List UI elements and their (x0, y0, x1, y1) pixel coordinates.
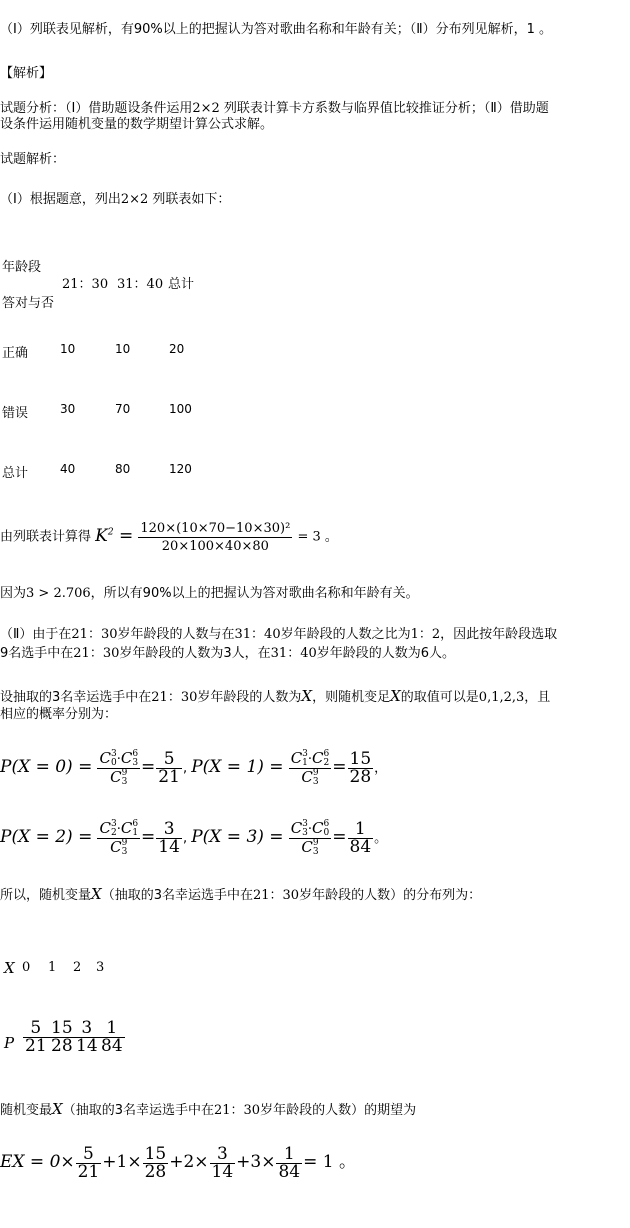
dist-x-value: 1 (48, 960, 57, 975)
row-label: 错误 (2, 406, 29, 421)
table-cell: 10 (115, 342, 131, 356)
dist-p-value: $\frac{5}{21}$ (25, 1018, 47, 1056)
dist-x-value: 2 (73, 960, 82, 975)
analysis-line-2: 设条件运用随机变量的数学期望计算公式求解。 (0, 117, 274, 132)
solution-heading: 试题解析： (0, 152, 66, 167)
analysis-line-1: 试题分析：（Ⅰ）借助题设条件运用2×2 列联表计算卡方系数与临界值比较推证分析；（Ⅱ）借助题 (0, 101, 549, 116)
col-header: 总计 (168, 277, 195, 292)
corner-top: 年龄段 (2, 260, 42, 275)
conclusion-1: 因为3 > 2.706，所以有90%以上的把握认为答对歌曲名称和年龄有关。 (0, 586, 419, 601)
table-cell: 20 (169, 342, 185, 356)
set-x-line-1: 设抽取的3名幸运选手中在21：30岁年龄段的人数为X，则随机变足X的取值可以是0,1,2,3，且 (0, 687, 551, 705)
table-cell: 80 (115, 462, 131, 476)
k2-fraction: $\frac{\text{120×(10×70−10×30)²}}{20\times 100\times 40\times 80}$ (140, 520, 291, 554)
distribution-intro: 所以，随机变量X（抽取的3名幸运选手中在21：30岁年龄段的人数）的分布列为： (0, 885, 482, 903)
answer-line: （Ⅰ）列联表见解析，有90%以上的把握认为答对歌曲名称和年龄有关；（Ⅱ）分布列见解析，1 。 (0, 22, 553, 37)
table-cell: 10 (60, 342, 76, 356)
prob-row-1: P(X = 0) = C3 0·C6 3 C9 3 = $\frac{5}{21}$ , P(X = 1) = C3 1·C6 2 C9 3 = $\frac{15}{28}$ ， (0, 749, 388, 787)
dist-x-label: X (4, 959, 15, 977)
table-cell: 120 (169, 462, 192, 476)
dist-p-value: $\frac{3}{14}$ (76, 1018, 98, 1056)
dist-p-value: $\frac{1}{84}$ (101, 1018, 123, 1056)
dist-p-value: $\frac{15}{28}$ (51, 1018, 73, 1056)
table-cell: 30 (60, 402, 76, 416)
part2-line-1: （Ⅱ）由于在21：30岁年龄段的人数与在31：40岁年龄段的人数之比为1：2，因此按年龄段选取 (0, 627, 558, 642)
set-x-line-2: 相应的概率分别为： (0, 707, 118, 722)
prob-row-2: P(X = 2) = C3 2·C6 1 C9 3 = $\frac{3}{14}$ , P(X = 3) = C3 3·C6 0 C9 3 = $\frac{1}{84}$ 。 (0, 819, 388, 857)
expectation-formula: EX = 0× $\frac{5}{21}$ +1× $\frac{15}{28}$ +2× $\frac{3}{14}$ +3× $\frac{1}{84}$ = 1 。 (0, 1144, 356, 1182)
corner-bottom: 答对与否 (2, 296, 55, 311)
col-header: 31：40 (117, 277, 164, 292)
table-cell: 70 (115, 402, 131, 416)
dist-x-value: 3 (96, 960, 105, 975)
col-header: 21：30 (62, 277, 109, 292)
row-label: 总计 (2, 466, 29, 481)
dist-x-value: 0 (22, 960, 31, 975)
table-cell: 40 (60, 462, 76, 476)
table-cell: 100 (169, 402, 192, 416)
dist-p-label: P (4, 1034, 15, 1052)
expectation-intro: 随机变最X（抽取的3名幸运选手中在21：30岁年龄段的人数）的期望为 (0, 1100, 417, 1118)
part2-line-2: 9名选手中在21：30岁年龄段的人数为3人，在31：40岁年龄段的人数为6人。 (0, 646, 456, 661)
part1-intro: （Ⅰ）根据题意，列出2×2 列联表如下： (0, 192, 231, 207)
analysis-heading: 【解析】 (0, 66, 53, 81)
row-label: 正确 (2, 346, 29, 361)
k2-formula: 由列联表计算得 $K^2$ = $\frac{\text{120×(10×70−10×30)²}}{20\times 100\times 40\times 80}$ = 3 。 (0, 520, 338, 554)
